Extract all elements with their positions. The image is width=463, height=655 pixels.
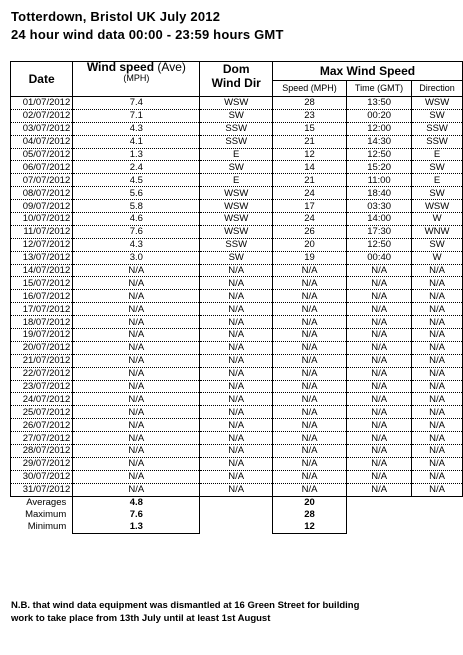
- row-max-time: 12:50: [347, 148, 412, 161]
- row-max-direction: N/A: [412, 264, 463, 277]
- row-max-speed: 15: [272, 122, 346, 135]
- row-max-direction: N/A: [412, 367, 463, 380]
- row-max-direction: N/A: [412, 354, 463, 367]
- row-dom-dir: N/A: [200, 290, 273, 303]
- row-max-time: 00:40: [347, 251, 412, 264]
- row-max-speed: N/A: [272, 419, 346, 432]
- table-row: [11, 213, 463, 226]
- row-wind-speed: N/A: [73, 406, 200, 419]
- summary-max-speed: 12: [272, 521, 346, 534]
- row-max-time: 13:50: [347, 97, 412, 110]
- row-dom-dir: N/A: [200, 393, 273, 406]
- summary-row: [11, 521, 463, 534]
- row-dom-dir: N/A: [200, 470, 273, 483]
- row-max-speed: N/A: [272, 483, 346, 496]
- row-wind-speed: N/A: [73, 277, 200, 290]
- header-max-direction: Direction: [419, 83, 455, 93]
- row-date: 21/07/2012: [11, 354, 73, 367]
- header-wind-speed: Wind speed (Ave) (MPH): [73, 62, 200, 97]
- row-max-time: N/A: [347, 264, 412, 277]
- summary-label: Averages: [26, 496, 67, 508]
- row-date: 10/07/2012: [11, 213, 73, 226]
- table-row: [11, 277, 463, 290]
- row-date: 12/07/2012: [11, 238, 73, 251]
- table-row: [11, 148, 463, 161]
- row-max-time: N/A: [347, 290, 412, 303]
- row-dom-dir: N/A: [200, 264, 273, 277]
- row-max-direction: N/A: [412, 470, 463, 483]
- row-date: 09/07/2012: [11, 200, 73, 213]
- row-date: 19/07/2012: [11, 329, 73, 342]
- table-row: [11, 367, 463, 380]
- table-header-row: [11, 62, 463, 97]
- row-max-direction: N/A: [412, 393, 463, 406]
- row-dom-dir: E: [200, 174, 273, 187]
- row-wind-speed: 4.5: [73, 174, 200, 187]
- page-title-line-1: Totterdown, Bristol UK July 2012: [11, 9, 221, 24]
- row-date: 27/07/2012: [11, 432, 73, 445]
- row-date: 07/07/2012: [11, 174, 73, 187]
- row-date: 16/07/2012: [11, 290, 73, 303]
- table-row: [11, 354, 463, 367]
- summary-blank: [200, 496, 273, 509]
- table-row: [11, 251, 463, 264]
- row-wind-speed: 3.0: [73, 251, 200, 264]
- header-max-wind-speed: Max Wind Speed Speed (MPH) Time (GMT) Direction: [272, 62, 462, 97]
- row-max-direction: N/A: [412, 406, 463, 419]
- row-max-direction: N/A: [412, 457, 463, 470]
- row-max-speed: N/A: [272, 406, 346, 419]
- row-dom-dir: N/A: [200, 277, 273, 290]
- row-max-speed: N/A: [272, 303, 346, 316]
- row-max-direction: SSW: [412, 135, 463, 148]
- row-dom-dir: WSW: [200, 200, 273, 213]
- row-date: 15/07/2012: [11, 277, 73, 290]
- row-dom-dir: N/A: [200, 341, 273, 354]
- row-date: 01/07/2012: [11, 97, 73, 110]
- table-row: [11, 329, 463, 342]
- table-row: [11, 174, 463, 187]
- summary-max-speed: 28: [272, 509, 346, 521]
- row-max-speed: 21: [272, 174, 346, 187]
- row-max-direction: SW: [412, 109, 463, 122]
- summary-blank: [412, 521, 463, 534]
- row-max-speed: 28: [272, 97, 346, 110]
- row-max-speed: N/A: [272, 432, 346, 445]
- table-row: [11, 316, 463, 329]
- row-max-speed: N/A: [272, 354, 346, 367]
- row-max-direction: N/A: [412, 380, 463, 393]
- row-wind-speed: N/A: [73, 303, 200, 316]
- row-date: 25/07/2012: [11, 406, 73, 419]
- row-max-speed: N/A: [272, 393, 346, 406]
- table-row: [11, 290, 463, 303]
- row-wind-speed: N/A: [73, 367, 200, 380]
- table-row: [11, 97, 463, 110]
- row-date: 28/07/2012: [11, 445, 73, 458]
- row-max-speed: 20: [272, 238, 346, 251]
- row-date: 11/07/2012: [11, 225, 73, 238]
- table-row: [11, 109, 463, 122]
- summary-blank: [347, 496, 412, 509]
- row-date: 29/07/2012: [11, 457, 73, 470]
- table-row: [11, 238, 463, 251]
- row-wind-speed: 5.6: [73, 187, 200, 200]
- row-max-time: N/A: [347, 303, 412, 316]
- header-date: Date: [11, 62, 73, 97]
- row-wind-speed: N/A: [73, 393, 200, 406]
- row-dom-dir: SW: [200, 251, 273, 264]
- row-max-time: N/A: [347, 457, 412, 470]
- row-wind-speed: N/A: [73, 264, 200, 277]
- row-dom-dir: E: [200, 148, 273, 161]
- row-max-time: 12:00: [347, 122, 412, 135]
- table-row: [11, 380, 463, 393]
- row-wind-speed: 1.3: [73, 148, 200, 161]
- row-dom-dir: N/A: [200, 367, 273, 380]
- row-max-time: N/A: [347, 393, 412, 406]
- row-max-time: 14:30: [347, 135, 412, 148]
- row-max-time: N/A: [347, 316, 412, 329]
- row-wind-speed: N/A: [73, 457, 200, 470]
- row-dom-dir: N/A: [200, 354, 273, 367]
- table-row: [11, 122, 463, 135]
- row-max-time: N/A: [347, 329, 412, 342]
- row-date: 23/07/2012: [11, 380, 73, 393]
- row-max-time: 17:30: [347, 225, 412, 238]
- footnote-line-1: N.B. that wind data equipment was dismantled at 16 Green Street for building: [11, 600, 360, 611]
- row-date: 13/07/2012: [11, 251, 73, 264]
- row-max-speed: N/A: [272, 445, 346, 458]
- row-date: 22/07/2012: [11, 367, 73, 380]
- row-wind-speed: N/A: [73, 419, 200, 432]
- row-wind-speed: 5.8: [73, 200, 200, 213]
- row-max-direction: N/A: [412, 277, 463, 290]
- row-date: 14/07/2012: [11, 264, 73, 277]
- row-dom-dir: N/A: [200, 483, 273, 496]
- row-max-speed: 14: [272, 161, 346, 174]
- row-max-time: N/A: [347, 277, 412, 290]
- row-max-speed: 12: [272, 148, 346, 161]
- row-date: 02/07/2012: [11, 109, 73, 122]
- row-max-direction: N/A: [412, 432, 463, 445]
- row-dom-dir: WSW: [200, 213, 273, 226]
- row-wind-speed: N/A: [73, 432, 200, 445]
- row-max-speed: 17: [272, 200, 346, 213]
- row-date: 24/07/2012: [11, 393, 73, 406]
- row-max-direction: N/A: [412, 329, 463, 342]
- row-max-direction: WSW: [412, 200, 463, 213]
- row-max-time: N/A: [347, 445, 412, 458]
- summary-wind-speed: 4.8: [73, 496, 200, 509]
- row-max-direction: W: [412, 251, 463, 264]
- row-max-time: N/A: [347, 341, 412, 354]
- row-max-direction: WSW: [412, 97, 463, 110]
- row-wind-speed: 4.3: [73, 122, 200, 135]
- row-wind-speed: N/A: [73, 380, 200, 393]
- header-max-time: Time (GMT): [347, 81, 412, 96]
- table-row: [11, 445, 463, 458]
- row-max-time: 03:30: [347, 200, 412, 213]
- summary-blank: [347, 521, 412, 534]
- table-row: [11, 341, 463, 354]
- row-max-speed: 26: [272, 225, 346, 238]
- footnote: [11, 599, 451, 625]
- row-dom-dir: N/A: [200, 406, 273, 419]
- row-max-time: 18:40: [347, 187, 412, 200]
- summary-max-speed: 20: [272, 496, 346, 509]
- row-wind-speed: 4.1: [73, 135, 200, 148]
- summary-label: Minimum: [27, 520, 67, 532]
- row-wind-speed: 7.4: [73, 97, 200, 110]
- row-max-direction: WNW: [412, 225, 463, 238]
- row-max-time: N/A: [347, 483, 412, 496]
- row-max-speed: 23: [272, 109, 346, 122]
- summary-blank: [200, 509, 273, 521]
- table-row: [11, 483, 463, 496]
- row-max-speed: N/A: [272, 316, 346, 329]
- row-wind-speed: 4.3: [73, 238, 200, 251]
- table-row: [11, 303, 463, 316]
- row-max-direction: SW: [412, 238, 463, 251]
- table-row: [11, 135, 463, 148]
- row-max-speed: N/A: [272, 277, 346, 290]
- row-date: 31/07/2012: [11, 483, 73, 496]
- row-date: 26/07/2012: [11, 419, 73, 432]
- table-row: [11, 457, 463, 470]
- row-date: 03/07/2012: [11, 122, 73, 135]
- row-dom-dir: SW: [200, 109, 273, 122]
- table-row: [11, 200, 463, 213]
- summary-wind-speed: 1.3: [73, 521, 200, 534]
- row-max-direction: N/A: [412, 303, 463, 316]
- row-date: 08/07/2012: [11, 187, 73, 200]
- row-max-speed: 19: [272, 251, 346, 264]
- row-wind-speed: N/A: [73, 483, 200, 496]
- row-max-direction: SW: [412, 187, 463, 200]
- row-max-time: N/A: [347, 432, 412, 445]
- row-max-time: N/A: [347, 354, 412, 367]
- row-date: 04/07/2012: [11, 135, 73, 148]
- row-max-direction: E: [412, 148, 463, 161]
- row-date: 17/07/2012: [11, 303, 73, 316]
- row-max-speed: N/A: [272, 290, 346, 303]
- row-wind-speed: 2.4: [73, 161, 200, 174]
- row-max-direction: SSW: [412, 122, 463, 135]
- row-wind-speed: N/A: [73, 290, 200, 303]
- row-wind-speed: N/A: [73, 445, 200, 458]
- row-wind-speed: N/A: [73, 341, 200, 354]
- row-date: 30/07/2012: [11, 470, 73, 483]
- row-max-direction: E: [412, 174, 463, 187]
- row-max-speed: N/A: [272, 457, 346, 470]
- row-max-time: N/A: [347, 470, 412, 483]
- table-row: [11, 470, 463, 483]
- row-wind-speed: 4.6: [73, 213, 200, 226]
- row-max-time: 12:50: [347, 238, 412, 251]
- table-row: [11, 161, 463, 174]
- header-dom-wind-dir: Dom Wind Dir: [200, 62, 273, 97]
- row-max-direction: W: [412, 213, 463, 226]
- row-max-speed: N/A: [272, 470, 346, 483]
- row-max-time: 15:20: [347, 161, 412, 174]
- row-max-direction: N/A: [412, 290, 463, 303]
- row-max-time: N/A: [347, 419, 412, 432]
- row-wind-speed: 7.6: [73, 225, 200, 238]
- summary-blank: [412, 509, 463, 521]
- row-date: 20/07/2012: [11, 341, 73, 354]
- row-max-direction: N/A: [412, 419, 463, 432]
- row-dom-dir: N/A: [200, 445, 273, 458]
- row-dom-dir: N/A: [200, 303, 273, 316]
- summary-blank: [412, 496, 463, 509]
- row-dom-dir: N/A: [200, 419, 273, 432]
- row-wind-speed: 7.1: [73, 109, 200, 122]
- row-max-speed: 24: [272, 187, 346, 200]
- row-max-speed: N/A: [272, 367, 346, 380]
- row-max-speed: 21: [272, 135, 346, 148]
- row-dom-dir: N/A: [200, 432, 273, 445]
- row-date: 05/07/2012: [11, 148, 73, 161]
- wind-data-table: [10, 61, 463, 534]
- row-dom-dir: N/A: [200, 380, 273, 393]
- row-max-time: 11:00: [347, 174, 412, 187]
- row-dom-dir: SSW: [200, 122, 273, 135]
- summary-row: [11, 496, 463, 509]
- row-wind-speed: N/A: [73, 329, 200, 342]
- summary-wind-speed: 7.6: [73, 509, 200, 521]
- row-max-speed: 24: [272, 213, 346, 226]
- row-max-speed: N/A: [272, 380, 346, 393]
- table-row: [11, 432, 463, 445]
- table-row: [11, 187, 463, 200]
- row-dom-dir: WSW: [200, 225, 273, 238]
- summary-label: Maximum: [25, 508, 67, 520]
- row-max-direction: SW: [412, 161, 463, 174]
- row-max-speed: N/A: [272, 329, 346, 342]
- row-max-direction: N/A: [412, 483, 463, 496]
- row-dom-dir: SSW: [200, 238, 273, 251]
- summary-row: [11, 509, 463, 521]
- row-dom-dir: N/A: [200, 329, 273, 342]
- row-dom-dir: SSW: [200, 135, 273, 148]
- table-row: [11, 419, 463, 432]
- row-max-direction: N/A: [412, 445, 463, 458]
- summary-blank: [200, 521, 273, 534]
- row-wind-speed: N/A: [73, 316, 200, 329]
- row-max-time: 14:00: [347, 213, 412, 226]
- row-dom-dir: WSW: [200, 187, 273, 200]
- table-row: [11, 225, 463, 238]
- row-max-time: 00:20: [347, 109, 412, 122]
- row-wind-speed: N/A: [73, 470, 200, 483]
- row-max-time: N/A: [347, 367, 412, 380]
- row-dom-dir: SW: [200, 161, 273, 174]
- row-dom-dir: N/A: [200, 457, 273, 470]
- footnote-line-2: work to take place from 13th July until at least 1st August: [11, 613, 271, 624]
- row-max-time: N/A: [347, 380, 412, 393]
- row-dom-dir: N/A: [200, 316, 273, 329]
- summary-blank: [347, 509, 412, 521]
- page-title-line-2: 24 hour wind data 00:00 - 23:59 hours GMT: [11, 27, 284, 42]
- row-dom-dir: WSW: [200, 97, 273, 110]
- table-row: [11, 406, 463, 419]
- header-max-speed: Speed (MPH): [273, 81, 347, 96]
- row-max-time: N/A: [347, 406, 412, 419]
- row-date: 06/07/2012: [11, 161, 73, 174]
- row-max-speed: N/A: [272, 264, 346, 277]
- table-row: [11, 393, 463, 406]
- row-wind-speed: N/A: [73, 354, 200, 367]
- row-max-direction: N/A: [412, 316, 463, 329]
- row-max-direction: N/A: [412, 341, 463, 354]
- row-max-speed: N/A: [272, 341, 346, 354]
- row-date: 18/07/2012: [11, 316, 73, 329]
- table-row: [11, 264, 463, 277]
